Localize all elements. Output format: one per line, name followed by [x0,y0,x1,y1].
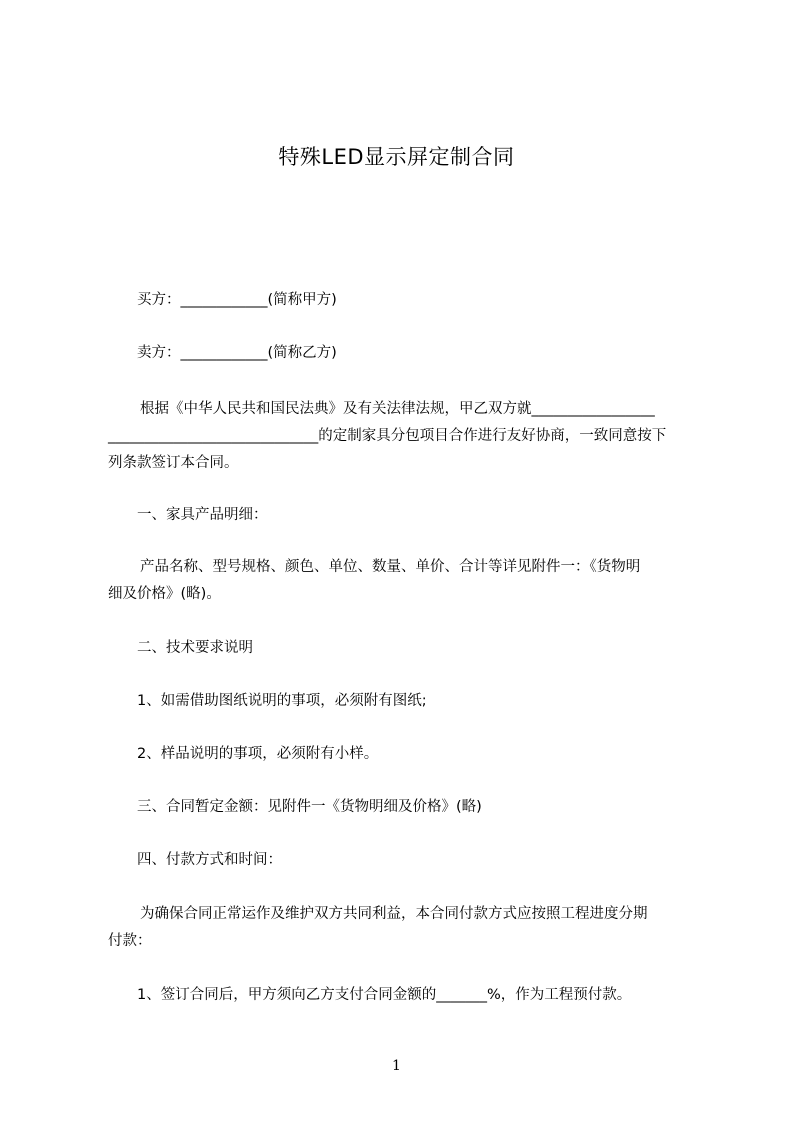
section-4-paragraph-line-1: 为确保合同正常运作及维护双方共同利益，本合同付款方式应按照工程进度分期 [140,906,648,922]
buyer-line: 买方：____________(简称甲方) [137,292,337,308]
intro-paragraph-line-2: _____________________________的定制家具分包项目合作进行友好协商，一致同意按下 [108,428,667,444]
intro-paragraph-line-1: 根据《中华人民共和国民法典》及有关法律法规，甲乙双方就_________________ [140,401,655,417]
section-4-item-1: 1、签订合同后，甲方须向乙方支付合同金额的_______%，作为工程预付款。 [137,987,632,1003]
section-2-item-1: 1、如需借助图纸说明的事项，必须附有图纸; [137,693,427,709]
section-2-heading: 二、技术要求说明 [137,640,253,656]
intro-paragraph-line-3: 列条款签订本合同。 [108,455,239,471]
section-1-line-2: 细及价格》(略)。 [108,586,221,602]
section-4-paragraph-line-2: 付款： [108,933,152,949]
section-3-heading: 三、合同暂定金额：见附件一《货物明细及价格》(略) [137,799,482,815]
document-title: 特殊LED显示屏定制合同 [278,145,515,169]
section-4-heading: 四、付款方式和时间： [137,852,282,868]
section-2-item-2: 2、样品说明的事项，必须附有小样。 [137,746,379,762]
page-number: 1 [392,1058,401,1074]
section-1-line-1: 产品名称、型号规格、颜色、单位、数量、单价、合计等详见附件一：《货物明 [140,559,641,575]
seller-line: 卖方：____________(简称乙方) [137,345,337,361]
section-1-heading: 一、家具产品明细： [137,507,268,523]
